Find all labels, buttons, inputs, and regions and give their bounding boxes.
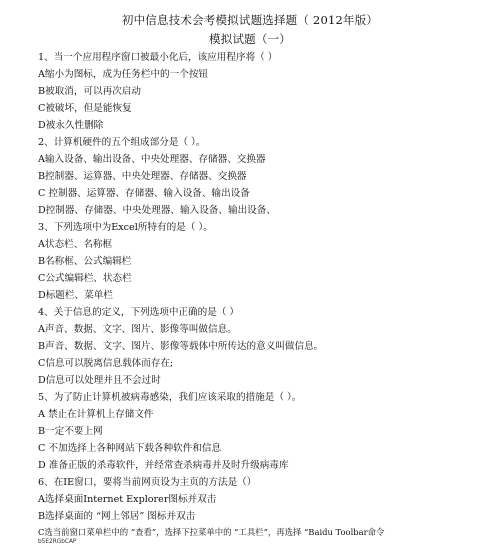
watermark-code: b5E2RGbCAP xyxy=(38,539,77,545)
question-1-option-a: A缩小为图标，成为任务栏中的一个按钮 xyxy=(38,69,209,80)
question-1-option-b: B被取消，可以再次启动 xyxy=(38,86,141,97)
question-1: 1、当一个应用程序窗口被最小化后，该应用程序将（ ） xyxy=(38,52,278,63)
document-subtitle: 模拟试题（一） xyxy=(209,32,291,46)
question-3-option-b: B名称框、公式编辑栏 xyxy=(38,256,132,267)
question-6-option-b: B选择桌面的 “网上邻居” 图标并双击 xyxy=(38,511,196,522)
question-2-option-d: D控制器、存储器、中央处理器、输入设备、输出设备、 xyxy=(38,205,276,216)
question-3-option-a: A状态栏、名称框 xyxy=(38,239,113,250)
question-2-option-b: B控制器、运算器、中央处理器、存储器、交换器 xyxy=(38,171,247,182)
question-2-option-c: C 控制器、运算器、存储器、输入设备、输出设备 xyxy=(38,188,250,199)
question-4: 4、关于信息的定义，下列选项中正确的是（ ） xyxy=(38,307,240,318)
question-5: 5、为了防止计算机被病毒感染，我们应该采取的措施是（ ）。 xyxy=(38,392,302,403)
question-2-option-a: A输入设备、输出设备、中央处理器、存储器、交换器 xyxy=(38,154,266,165)
question-5-option-d: D 准备正版的杀毒软件，并经常查杀病毒并及时升级病毒库 xyxy=(38,460,289,471)
question-4-option-b: B声音、数据、文字、图片、影像等载体中所传达的意义叫做信息。 xyxy=(38,341,324,352)
question-4-option-d: D信息可以处理并且不会过时 xyxy=(38,375,161,386)
question-5-option-b: B一定不要上网 xyxy=(38,426,103,437)
question-2: 2、计算机硬件的五个组成部分是（ ）。 xyxy=(38,137,206,148)
question-5-option-a: A 禁止在计算机上存储文件 xyxy=(38,409,154,420)
question-5-option-c: C 不加选择上各种网站下载各种软件和信息 xyxy=(38,443,222,454)
question-3-option-c: C公式编辑栏、状态栏 xyxy=(38,273,132,284)
question-3: 3、下列选项中为Excel所特有的是（ ）。 xyxy=(38,222,213,233)
question-1-option-d: D被永久性删除 xyxy=(38,120,104,131)
question-6-option-c: C选当前窗口菜单栏中的 “查看”，选择下拉菜单中的 “工具栏”，再选择 “Baidu Toolbar命令 xyxy=(38,527,385,537)
question-4-option-a: A声音、数据、文字、图片、影像等叫做信息。 xyxy=(38,324,237,335)
question-1-option-c: C被破坏，但是能恢复 xyxy=(38,103,132,114)
document-title: 初中信息技术会考模拟试题选择题（ 2012年版） xyxy=(121,13,379,27)
question-4-option-c: C信息可以脱离信息载体而存在; xyxy=(38,358,174,369)
question-3-option-d: D标题栏、菜单栏 xyxy=(38,290,113,301)
question-6: 6、在IE窗口，要将当前网页设为主页的方法是（） xyxy=(38,477,257,488)
question-6-option-a: A选择桌面Internet Explorer图标并双击 xyxy=(38,494,217,505)
